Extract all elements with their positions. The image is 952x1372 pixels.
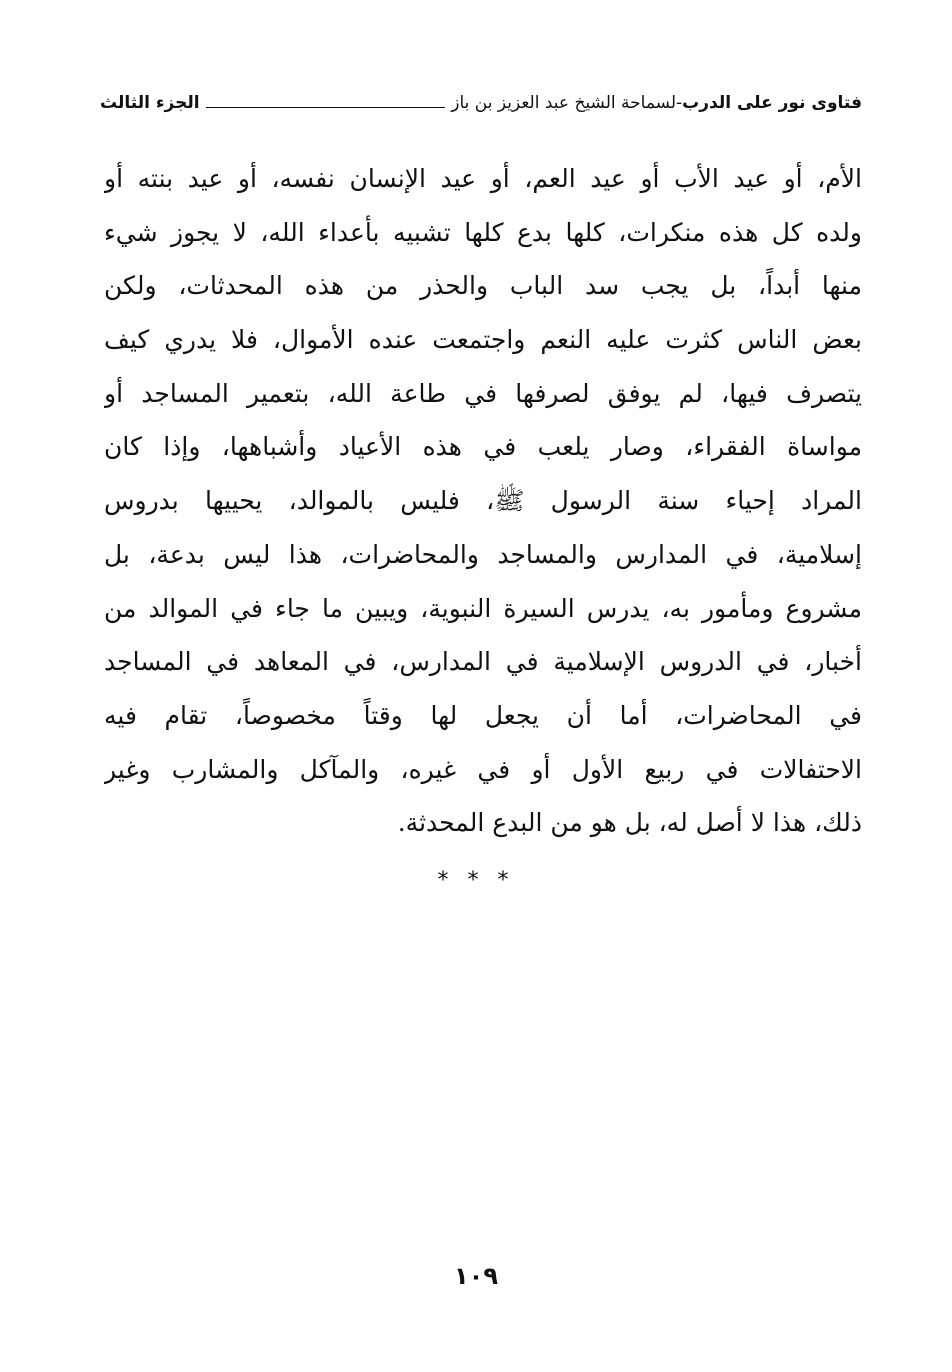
book-title: فتاوى نور على الدرب — [682, 93, 862, 113]
body-text — [104, 152, 862, 850]
text-line: الاحتفالات في ربيع الأول أو في غيره، والمآكل والمشارب وغير — [104, 754, 862, 784]
text-line: المراد إحياء سنة الرسول ﷺ، فليس بالموالد، يحييها بدروس — [104, 486, 862, 516]
header-rule — [206, 107, 446, 108]
text-line: ذلك، هذا لا أصل له، بل هو من البدع المحدثة. — [397, 808, 862, 838]
header-dash: - — [676, 93, 683, 113]
text-line: الأم، أو عيد الأب أو عيد العم، أو عيد الإنسان نفسه، أو عيد بنته أو — [104, 164, 862, 193]
text-line: ولده كل هذه منكرات، كلها بدع كلها تشبيه بأعداء الله، لا يجوز شيء — [104, 217, 862, 247]
text-line: إسلامية، في المدارس والمساجد والمحاضرات، هذا ليس بدعة، بل — [104, 539, 862, 569]
text-line: في المحاضرات، أما أن يجعل لها وقتاً مخصوصاً، تقام فيه — [104, 700, 862, 730]
text-line: أخبار، في الدروس الإسلامية في المدارس، في المعاهد في المساجد — [104, 647, 862, 677]
author-name: لسماحة الشيخ عبد العزيز بن باز — [451, 93, 677, 113]
text-line: منها أبداً، بل يجب سد الباب والحذر من هذه المحدثات، ولكن — [104, 271, 862, 301]
section-separator: * * * — [437, 868, 515, 893]
text-line: يتصرف فيها، لم يوفق لصرفها في طاعة الله، بتعمير المساجد أو — [104, 378, 862, 408]
volume-label: الجزء الثالث — [100, 93, 200, 113]
text-line: مشروع ومأمور به، يدرس السيرة النبوية، ويبين ما جاء في الموالد من — [104, 593, 862, 623]
text-line: بعض الناس كثرت عليه النعم واجتمعت عنده الأموال، فلا يدري كيف — [104, 325, 862, 355]
text-line: مواساة الفقراء، وصار يلعب في هذه الأعياد وأشباهها، وإذا كان — [104, 432, 862, 462]
page-number: ١٠٩ — [454, 1262, 498, 1290]
running-header — [100, 93, 862, 113]
